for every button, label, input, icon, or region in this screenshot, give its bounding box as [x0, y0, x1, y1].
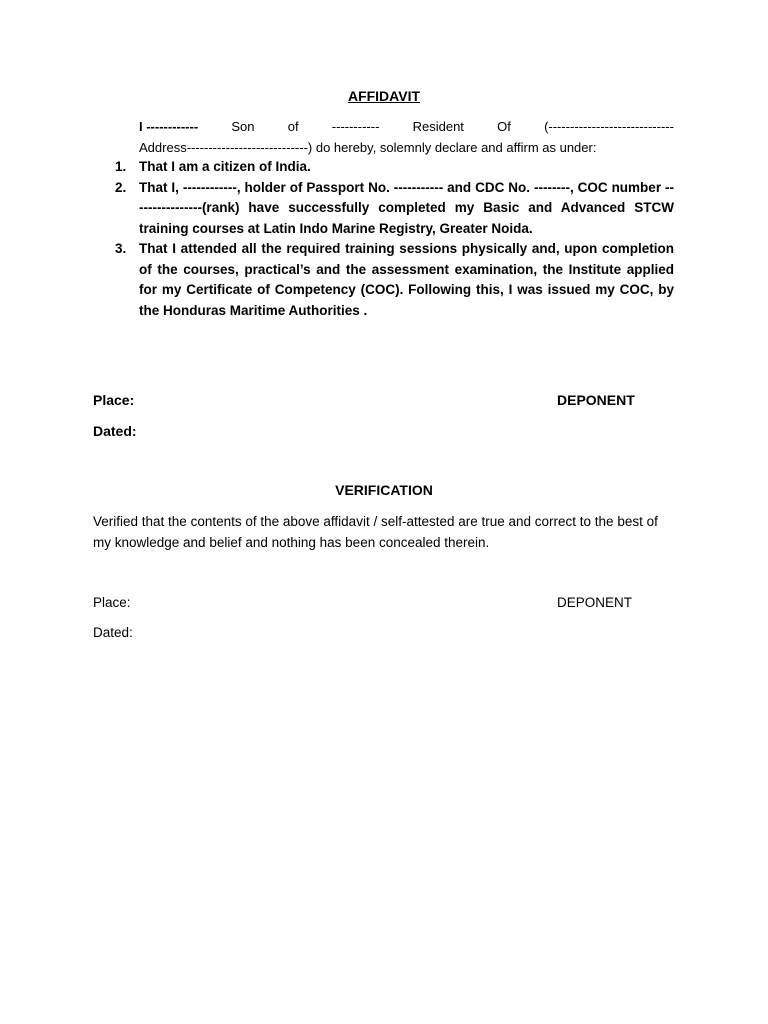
- affidavit-intro: [139, 116, 674, 158]
- verification-deponent-label: DEPONENT: [557, 595, 633, 610]
- item-number: 2.: [115, 179, 127, 195]
- verification-dated-label: Dated:: [93, 625, 133, 640]
- verification-text: Verified that the contents of the above affidavit / self-attested are true and correct to the best of my knowledge and belief and nothing has been concealed therein.: [93, 514, 658, 550]
- list-item: [115, 178, 674, 240]
- verification-title: VERIFICATION: [335, 482, 433, 498]
- affidavit-title: AFFIDAVIT: [347, 88, 421, 104]
- list-item: [115, 157, 674, 178]
- verification-place-label: Place:: [93, 595, 131, 610]
- affidavit-deponent-label: DEPONENT: [557, 392, 635, 408]
- affidavit-place-label: Place:: [93, 392, 135, 408]
- item-number: 1.: [115, 159, 127, 174]
- intro-father-blank: -----------: [331, 119, 380, 134]
- item-text: That I am a citizen of India.: [139, 159, 311, 174]
- affidavit-items: [115, 157, 674, 321]
- list-item: [115, 239, 674, 321]
- intro-name-blank: I ------------: [139, 119, 199, 134]
- intro-word-son: Son: [231, 119, 255, 134]
- intro-word-resident: Resident: [412, 119, 464, 134]
- item-text: That I attended all the required training sessions physically and, upon completion of the courses, practical’s and the assessment examination, the Institute applied for my Certificate of Competency (COC). Following this, I was issued my COC, by the Honduras Maritime Authorities .: [139, 241, 674, 318]
- intro-line-2: Address----------------------------) do hereby, solemnly declare and affirm as under:: [139, 140, 597, 155]
- intro-word-of-2: Of: [497, 119, 511, 134]
- affidavit-dated-label: Dated:: [93, 423, 137, 439]
- intro-address-open: (-----------------------------: [544, 119, 674, 134]
- item-text: That I, ------------, holder of Passport No. ----------- and CDC No. --------, COC number ----------------(rank) have successfully completed my Basic and Advanced STCW training courses at Latin Indo Marine Registry, Greater Noida.: [139, 179, 674, 236]
- item-number: 3.: [115, 241, 127, 256]
- intro-word-of: of: [287, 119, 299, 134]
- intro-line-1: [139, 116, 674, 137]
